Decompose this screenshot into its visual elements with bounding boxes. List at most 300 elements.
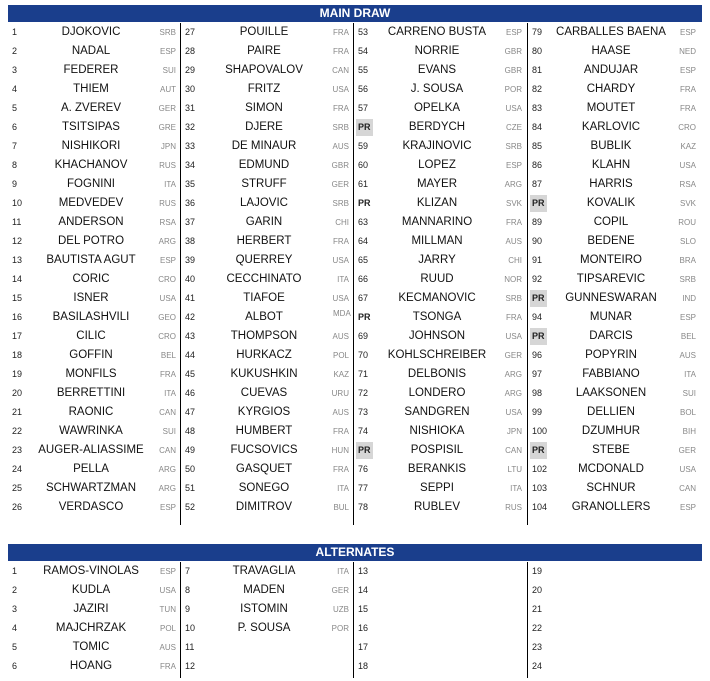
- list-item: [528, 384, 700, 403]
- player-name: BERANKIS: [407, 463, 467, 475]
- list-item: [8, 657, 180, 676]
- player-name: FRITZ: [247, 83, 281, 95]
- entry-number: 52: [185, 502, 196, 512]
- player-name: CARRENO BUSTA: [387, 26, 487, 38]
- list-item: [528, 327, 700, 346]
- player-name: [201, 638, 327, 657]
- player-name: [374, 581, 500, 600]
- country-code: USA: [505, 332, 522, 341]
- country-code: USA: [505, 408, 522, 417]
- entry-number: 4: [12, 84, 18, 94]
- entry-number: 5: [12, 642, 18, 652]
- entry-number: 90: [532, 236, 543, 246]
- list-item: [354, 23, 526, 42]
- list-item: [528, 23, 700, 42]
- player-name: KRAJINOVIC: [402, 140, 472, 152]
- list-item: [181, 460, 353, 479]
- list-item: [181, 600, 353, 619]
- entry-number: 17: [358, 642, 369, 652]
- column-divider: [180, 23, 181, 525]
- list-item: [354, 42, 526, 61]
- player-name: RAONIC: [68, 406, 114, 418]
- list-item: [354, 270, 526, 289]
- entry-number: 41: [185, 293, 196, 303]
- player-name: ALBOT: [245, 311, 283, 323]
- country-code: GER: [504, 351, 522, 360]
- country-code: FRA: [680, 85, 696, 94]
- country-code: USA: [332, 256, 349, 265]
- country-code: NOR: [504, 275, 522, 284]
- country-code: USA: [679, 465, 696, 474]
- list-item: [528, 581, 700, 600]
- list-item: [354, 384, 526, 403]
- entry-number: 12: [12, 236, 23, 246]
- country-code: AUS: [505, 237, 522, 246]
- list-item: [528, 156, 700, 175]
- list-item: [8, 232, 180, 251]
- list-item: [354, 346, 526, 365]
- entry-number: 73: [358, 407, 369, 417]
- entry-number: 15: [12, 293, 23, 303]
- entry-number: 22: [532, 623, 543, 633]
- list-item: [8, 346, 180, 365]
- list-item: [354, 308, 526, 327]
- entry-number: 86: [532, 160, 543, 170]
- country-code: ITA: [337, 275, 349, 284]
- entry-number: 19: [532, 566, 543, 576]
- country-code: ITA: [164, 389, 176, 398]
- player-name: KUKUSHKIN: [230, 368, 298, 380]
- country-code: [327, 638, 349, 657]
- entry-number: 9: [185, 604, 191, 614]
- list-item: [8, 581, 180, 600]
- player-name: DIMITROV: [235, 501, 293, 513]
- country-code: RSA: [159, 218, 176, 227]
- entry-number: 11: [185, 642, 195, 652]
- list-item: [528, 638, 700, 657]
- list-item: [354, 498, 526, 517]
- country-code: GRE: [158, 123, 176, 132]
- entry-number: 5: [12, 103, 18, 113]
- list-item: [528, 422, 700, 441]
- country-code: [500, 581, 522, 600]
- country-code: FRA: [333, 104, 349, 113]
- entry-number: 28: [185, 46, 196, 56]
- list-item: [181, 270, 353, 289]
- list-item: [528, 251, 700, 270]
- country-code: BUL: [333, 503, 349, 512]
- entry-number: 91: [532, 255, 543, 265]
- protected-ranking-badge: PR: [530, 290, 547, 307]
- list-item: [8, 600, 180, 619]
- player-name: JARRY: [418, 254, 456, 266]
- list-item: [354, 657, 526, 676]
- player-name: SHAPOVALOV: [225, 64, 303, 76]
- list-item: [354, 479, 526, 498]
- player-name: MAJCHRZAK: [55, 622, 127, 634]
- player-name: DARCIS: [589, 330, 633, 342]
- country-code: SRB: [505, 142, 522, 151]
- list-item: [8, 99, 180, 118]
- list-item: [354, 562, 526, 581]
- country-code: SRB: [505, 294, 522, 303]
- country-code: CAN: [679, 484, 696, 493]
- player-name: MONFILS: [65, 368, 117, 380]
- list-item: [181, 156, 353, 175]
- country-code: ARG: [158, 237, 176, 246]
- list-item: [181, 194, 353, 213]
- list-item: [528, 441, 700, 460]
- alternates-header: ALTERNATES: [8, 544, 702, 561]
- list-item: [528, 308, 700, 327]
- list-item: [354, 327, 526, 346]
- player-name: POPYRIN: [585, 349, 637, 361]
- country-code: ESP: [679, 313, 696, 322]
- entry-number: 22: [12, 426, 23, 436]
- entry-number: 7: [185, 566, 191, 576]
- entry-number: 24: [12, 464, 23, 474]
- entry-number: 50: [185, 464, 196, 474]
- country-code: AUS: [332, 142, 349, 151]
- entry-number: 21: [12, 407, 23, 417]
- country-code: FRA: [333, 427, 349, 436]
- player-name: CECCHINATO: [226, 273, 302, 285]
- protected-ranking-badge: PR: [358, 198, 371, 208]
- entry-number: 18: [12, 350, 23, 360]
- list-item: [354, 422, 526, 441]
- entry-number: 30: [185, 84, 196, 94]
- country-code: [327, 657, 349, 676]
- player-name: TRAVAGLIA: [232, 565, 296, 577]
- country-code: ITA: [684, 370, 696, 379]
- player-name: POUILLE: [239, 26, 289, 38]
- entry-number: 9: [12, 179, 18, 189]
- country-code: [674, 562, 696, 581]
- country-code: BRA: [679, 256, 696, 265]
- entry-number: 49: [185, 445, 196, 455]
- entry-number: 71: [358, 369, 369, 379]
- player-name: [548, 657, 674, 676]
- entry-number: 72: [358, 388, 369, 398]
- player-name: [548, 619, 674, 638]
- player-name: MUNAR: [589, 311, 633, 323]
- player-name: LOPEZ: [418, 159, 456, 171]
- player-name: NADAL: [71, 45, 111, 57]
- player-name: WAWRINKA: [59, 425, 123, 437]
- list-item: [528, 137, 700, 156]
- player-name: THIEM: [73, 83, 109, 95]
- country-code: AUS: [332, 332, 349, 341]
- list-item: [8, 213, 180, 232]
- list-item: [528, 403, 700, 422]
- entry-number: 53: [358, 27, 369, 37]
- country-code: ITA: [510, 484, 522, 493]
- country-code: AUS: [159, 643, 176, 652]
- list-item: [528, 232, 700, 251]
- entry-number: 11: [12, 217, 22, 227]
- entry-number: 13: [12, 255, 23, 265]
- country-code: CRO: [158, 275, 176, 284]
- country-code: CAN: [332, 66, 349, 75]
- entry-number: 1: [12, 566, 18, 576]
- player-name: BASILASHVILI: [52, 311, 130, 323]
- country-code: KAZ: [333, 370, 349, 379]
- player-name: [374, 657, 500, 676]
- list-item: [181, 251, 353, 270]
- player-name: DJERE: [245, 121, 283, 133]
- player-name: STRUFF: [241, 178, 287, 190]
- entry-number: 8: [185, 585, 191, 595]
- entry-number: 42: [185, 312, 196, 322]
- entry-number: 31: [185, 103, 196, 113]
- list-item: [528, 42, 700, 61]
- player-name: STEBE: [592, 444, 630, 456]
- entry-number: 34: [185, 160, 196, 170]
- entry-number: 21: [532, 604, 543, 614]
- player-name: [374, 619, 500, 638]
- entry-number: 94: [532, 312, 543, 322]
- player-name: DZUMHUR: [581, 425, 641, 437]
- country-code: LTU: [507, 465, 522, 474]
- country-code: FRA: [333, 465, 349, 474]
- list-item: [8, 365, 180, 384]
- column-divider: [353, 23, 354, 525]
- entry-number: 20: [532, 585, 543, 595]
- list-item: [8, 460, 180, 479]
- list-item: [528, 479, 700, 498]
- player-name: CARBALLES BAENA: [556, 26, 666, 38]
- player-name: KUDLA: [71, 584, 111, 596]
- country-code: CRO: [158, 332, 176, 341]
- player-name: [548, 562, 674, 581]
- list-item: [181, 346, 353, 365]
- player-name: HOANG: [69, 660, 113, 672]
- country-code: SUI: [682, 389, 696, 398]
- player-name: GUNNESWARAN: [565, 292, 657, 304]
- list-item: [181, 232, 353, 251]
- country-code: ESP: [679, 503, 696, 512]
- country-code: AUS: [332, 408, 349, 417]
- entry-number: 96: [532, 350, 543, 360]
- player-name: SONEGO: [238, 482, 290, 494]
- entry-number: 81: [532, 65, 543, 75]
- player-name: EDMUND: [238, 159, 290, 171]
- list-item: [528, 194, 700, 213]
- list-item: [8, 175, 180, 194]
- player-name: BERRETTINI: [56, 387, 126, 399]
- list-item: [181, 118, 353, 137]
- list-item: [181, 403, 353, 422]
- player-name: TSITSIPAS: [62, 121, 120, 133]
- entry-number: 25: [12, 483, 23, 493]
- entry-number: 74: [358, 426, 369, 436]
- entry-number: 66: [358, 274, 369, 284]
- list-item: [181, 422, 353, 441]
- main-draw-header: MAIN DRAW: [8, 5, 702, 22]
- list-item: [8, 80, 180, 99]
- entry-number: 64: [358, 236, 369, 246]
- country-code: FRA: [333, 237, 349, 246]
- player-name: KHACHANOV: [54, 159, 128, 171]
- player-name: DE MINAUR: [231, 140, 297, 152]
- entry-number: 54: [358, 46, 369, 56]
- country-code: FRA: [333, 47, 349, 56]
- list-item: [181, 384, 353, 403]
- entry-number: 89: [532, 217, 543, 227]
- player-name: OPELKA: [413, 102, 461, 114]
- list-item: [8, 619, 180, 638]
- country-code: ESP: [159, 567, 176, 576]
- country-code: BEL: [160, 351, 176, 360]
- list-item: [354, 80, 526, 99]
- player-name: ANDERSON: [58, 216, 124, 228]
- entry-number: 2: [12, 46, 18, 56]
- list-item: [8, 42, 180, 61]
- player-name: EVANS: [417, 64, 457, 76]
- player-name: FABBIANO: [582, 368, 640, 380]
- list-item: [354, 213, 526, 232]
- entry-number: 79: [532, 27, 543, 37]
- list-item: [528, 460, 700, 479]
- entry-number: 14: [358, 585, 369, 595]
- country-code: CRO: [678, 123, 696, 132]
- player-name: MADEN: [243, 584, 285, 596]
- country-code: SRB: [679, 275, 696, 284]
- list-item: [8, 498, 180, 517]
- list-item: [528, 99, 700, 118]
- player-name: NORRIE: [414, 45, 460, 57]
- list-item: [8, 441, 180, 460]
- country-code: RUS: [159, 199, 176, 208]
- list-item: [8, 403, 180, 422]
- country-code: ITA: [164, 180, 176, 189]
- list-item: [8, 422, 180, 441]
- player-name: BAUTISTA AGUT: [46, 254, 136, 266]
- player-name: LAJOVIC: [240, 197, 288, 209]
- country-code: CAN: [159, 446, 176, 455]
- player-name: MILLMAN: [411, 235, 463, 247]
- country-code: SUI: [162, 66, 176, 75]
- player-name: ISNER: [73, 292, 109, 304]
- player-name: DEL POTRO: [57, 235, 125, 247]
- player-name: ANDUJAR: [583, 64, 639, 76]
- entry-number: 46: [185, 388, 196, 398]
- player-name: A. ZVEREV: [60, 102, 122, 114]
- entry-number: 40: [185, 274, 196, 284]
- country-code: CHI: [508, 256, 522, 265]
- country-code: SRB: [332, 123, 349, 132]
- country-code: GBR: [504, 66, 522, 75]
- player-name: THOMPSON: [230, 330, 298, 342]
- country-code: HUN: [331, 446, 349, 455]
- entry-number: 36: [185, 198, 196, 208]
- entry-number: 63: [358, 217, 369, 227]
- list-item: [528, 175, 700, 194]
- country-code: [500, 657, 522, 676]
- player-name: MCDONALD: [578, 463, 644, 475]
- list-item: [354, 232, 526, 251]
- list-item: [528, 346, 700, 365]
- country-code: POL: [159, 624, 176, 633]
- player-name: TOMIC: [72, 641, 110, 653]
- entry-number: 8: [12, 160, 18, 170]
- player-name: TSONGA: [412, 311, 462, 323]
- protected-ranking-badge: PR: [358, 312, 371, 322]
- protected-ranking-badge: PR: [530, 195, 547, 212]
- player-name: MANNARINO: [401, 216, 473, 228]
- entry-number: 67: [358, 293, 369, 303]
- list-item: [181, 498, 353, 517]
- list-item: [354, 619, 526, 638]
- player-name: AUGER-ALIASSIME: [38, 444, 144, 456]
- entry-number: 98: [532, 388, 543, 398]
- list-item: [181, 441, 353, 460]
- entry-number: 3: [12, 604, 18, 614]
- player-name: GARIN: [245, 216, 283, 228]
- entry-number: 29: [185, 65, 196, 75]
- protected-ranking-badge: PR: [530, 442, 547, 459]
- protected-ranking-badge: PR: [356, 442, 373, 459]
- country-code: ESP: [159, 503, 176, 512]
- player-name: FEDERER: [63, 64, 119, 76]
- player-name: BUBLIK: [590, 140, 632, 152]
- entry-number: 2: [12, 585, 18, 595]
- entry-number: 56: [358, 84, 369, 94]
- player-name: KYRGIOS: [237, 406, 291, 418]
- player-name: MONTEIRO: [580, 254, 642, 266]
- country-code: GEO: [158, 313, 176, 322]
- entry-number: 57: [358, 103, 369, 113]
- entry-number: 20: [12, 388, 23, 398]
- list-item: [181, 327, 353, 346]
- list-item: [354, 460, 526, 479]
- entry-number: 85: [532, 141, 543, 151]
- player-name: CUEVAS: [240, 387, 288, 399]
- player-name: [374, 638, 500, 657]
- entry-number: 55: [358, 65, 369, 75]
- list-item: [181, 638, 353, 657]
- country-code: GER: [158, 104, 176, 113]
- country-code: FRA: [506, 313, 522, 322]
- country-code: USA: [505, 104, 522, 113]
- country-code: ARG: [504, 389, 522, 398]
- player-name: KOVALIK: [586, 197, 636, 209]
- player-name: [548, 638, 674, 657]
- country-code: GER: [331, 180, 349, 189]
- country-code: USA: [332, 85, 349, 94]
- country-code: [674, 600, 696, 619]
- country-code: ITA: [337, 484, 349, 493]
- country-code: ESP: [679, 28, 696, 37]
- entry-number: 84: [532, 122, 543, 132]
- player-name: BEDENE: [587, 235, 635, 247]
- list-item: [8, 194, 180, 213]
- entry-number: 15: [358, 604, 369, 614]
- country-code: USA: [159, 294, 176, 303]
- list-item: [354, 99, 526, 118]
- list-item: [8, 137, 180, 156]
- country-code: ESP: [159, 47, 176, 56]
- player-name: LAAKSONEN: [575, 387, 647, 399]
- entry-number: 37: [185, 217, 196, 227]
- entry-number: 23: [532, 642, 543, 652]
- list-item: [8, 289, 180, 308]
- player-name: NISHIKORI: [61, 140, 121, 152]
- column-divider: [527, 562, 528, 678]
- list-item: [181, 289, 353, 308]
- entry-number: 32: [185, 122, 196, 132]
- list-item: [8, 562, 180, 581]
